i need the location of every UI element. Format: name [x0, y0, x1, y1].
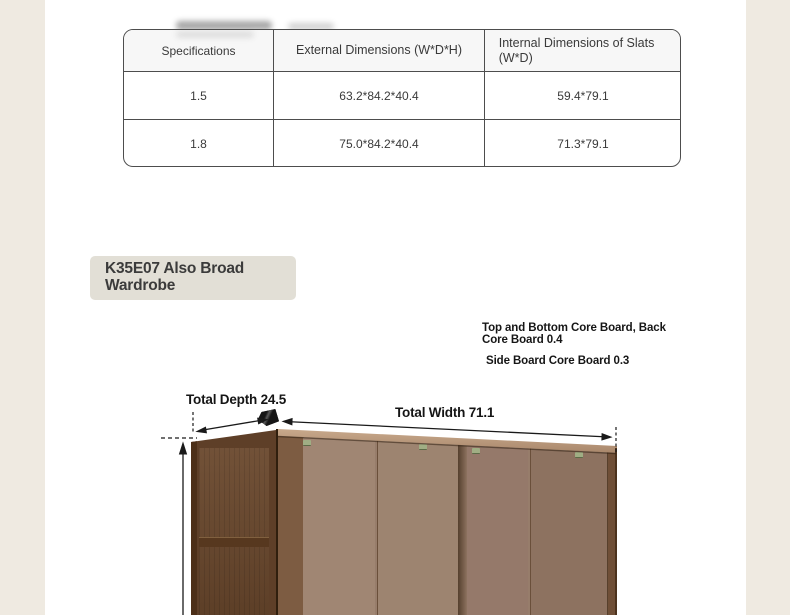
header-label: Specifications: [161, 43, 236, 58]
wardrobe-side-panel: [191, 430, 276, 615]
wardrobe-door-3: [467, 434, 528, 615]
door-overlap-shadow: [458, 434, 467, 615]
top-corner-bracket: [256, 409, 279, 426]
side-panel-edge: [191, 430, 197, 615]
note-side-board-core-board: Side Board Core Board 0.3: [486, 355, 630, 367]
cell-value: 1.5: [190, 88, 207, 103]
cell-value: 1.8: [190, 137, 207, 151]
total-width-label: Total Width 71.1: [395, 405, 495, 420]
cell-value: 71.3*79.1: [557, 137, 609, 151]
wardrobe-door-2: [377, 434, 460, 615]
side-panel-inset: [199, 448, 269, 615]
cell-value: 75.0*84.2*40.4: [339, 137, 419, 151]
wardrobe-right-edge: [615, 448, 617, 615]
cell-value: 63.2*84.2*40.4: [339, 88, 419, 103]
section-title: K35E07 Also Broad Wardrobe: [90, 256, 296, 300]
header-label: External Dimensions (W*D*H): [295, 43, 462, 58]
cell-value: 59.4*79.1: [557, 88, 609, 103]
wardrobe-front-doors: [278, 434, 617, 615]
total-depth-label: Total Depth 24.5: [186, 392, 287, 407]
door-clip: [303, 440, 311, 446]
side-panel-rail: [199, 538, 269, 547]
door-clip: [575, 452, 583, 458]
wardrobe-door-1: [303, 434, 375, 615]
wardrobe-front-corner: [276, 429, 278, 615]
note-top-bottom-back-core-board: Top and Bottom Core Board, Back Core Board 0.4: [482, 322, 666, 346]
door-clip: [472, 448, 480, 454]
door-clip: [419, 444, 427, 450]
header-label: Internal Dimensions of Slats (W*D): [498, 36, 655, 65]
wardrobe-door-4: [530, 434, 609, 615]
front-left-stile: [278, 434, 304, 615]
